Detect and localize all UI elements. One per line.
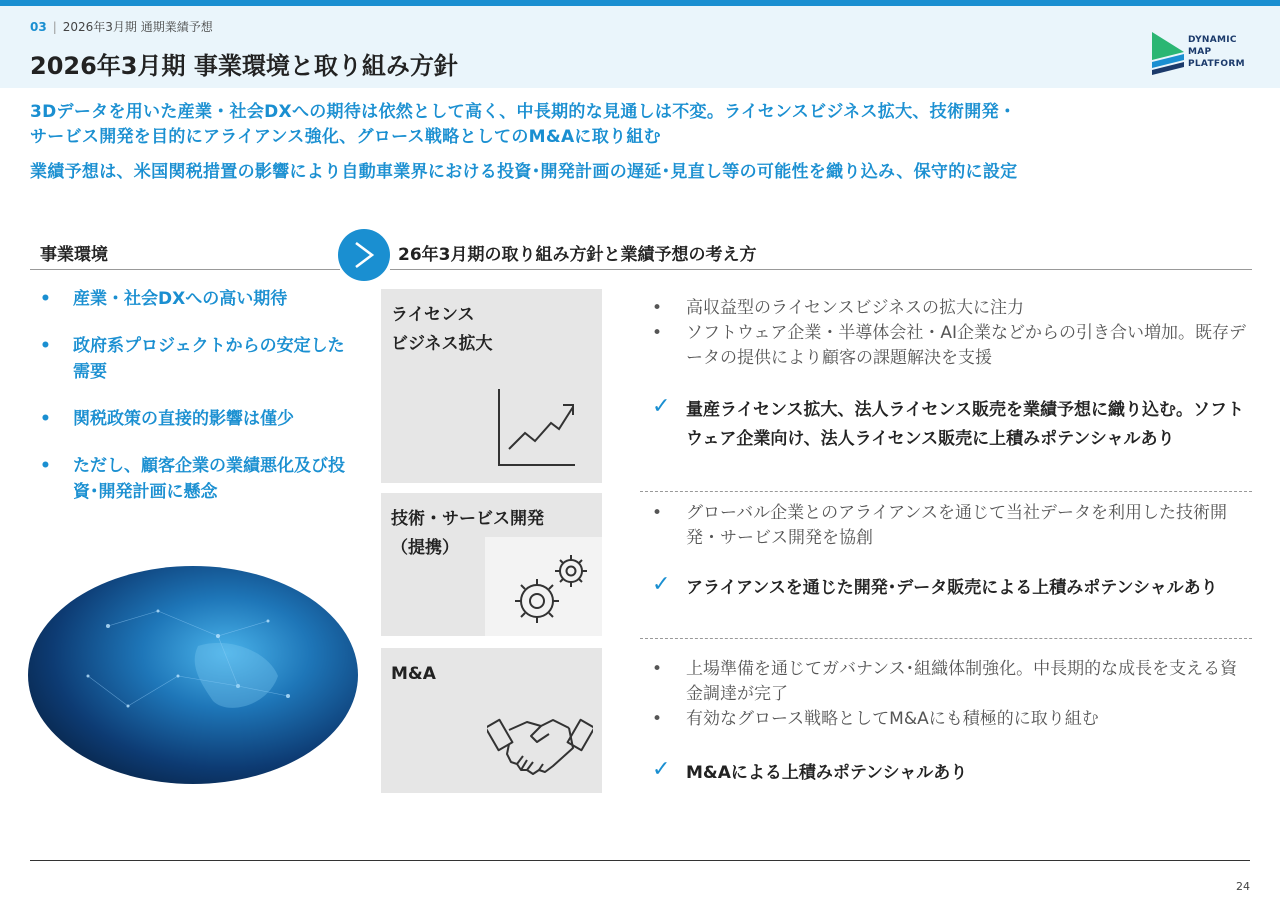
digital-globe-image: [28, 566, 358, 784]
check-text: アライアンスを通じた開発･データ販売による上積みポテンシャルあり: [686, 578, 1218, 598]
arrow-circle: [338, 229, 390, 281]
logo-line: MAP: [1188, 47, 1212, 57]
heading-rule-left: [30, 269, 340, 270]
icon-panel: [485, 537, 602, 636]
bullet-item: • ソフトウェア企業・半導体会社・AI企業などからの引き合い増加。既存データの提供により顧客の課題解決を支援: [652, 321, 1252, 371]
ma-bullets: [652, 657, 1252, 732]
section-number: 03: [30, 20, 47, 34]
company-logo: [1150, 30, 1260, 78]
lead-line-2: サービス開発を目的にアライアンス強化、グロース戦略としてのM&Aに取り組む: [30, 127, 661, 147]
page-header: [0, 6, 1280, 88]
logo-line: PLATFORM: [1188, 59, 1245, 69]
env-list: [40, 286, 360, 526]
bullet-item: • 有効なグロース戦略としてM&Aにも積極的に取り組む: [652, 707, 1252, 732]
handshake-icon: [487, 704, 593, 782]
license-bullets: [652, 296, 1252, 371]
license-checkpoint: [652, 396, 1252, 454]
box-label: [391, 301, 493, 359]
env-item: • ただし、顧客企業の業績悪化及び投資･開発計画に懸念: [40, 453, 360, 505]
box-label-line: ライセンス: [391, 305, 475, 325]
breadcrumb-separator: |: [52, 20, 57, 34]
box-label-line: 技術・サービス開発: [391, 509, 544, 529]
page-title: 2026年3月期 事業環境と取り組み方針: [30, 52, 458, 80]
bullet-item: • 上場準備を通じてガバナンス･組織体制強化。中長期的な成長を支える資金調達が完了: [652, 657, 1252, 707]
check-text: 量産ライセンス拡大、法人ライセンス販売を業績予想に織り込む。ソフトウェア企業向け、法人ライセンス販売に上積みポテンシャルあり: [686, 400, 1244, 449]
row-divider: [640, 638, 1252, 639]
section-name: 2026年3月期 通期業績予想: [62, 20, 213, 34]
bullet-item: • グローバル企業とのアライアンスを通じて当社データを利用した技術開発・サービス開発を協創: [652, 501, 1252, 551]
check-icon: ✓: [652, 757, 671, 782]
growth-chart-icon: [495, 387, 579, 469]
heading-rule-right: [390, 269, 1252, 270]
env-item: • 政府系プロジェクトからの安定した需要: [40, 333, 360, 385]
footer-rule: [30, 860, 1250, 861]
ma-checkpoint: [652, 759, 1252, 788]
gears-icon: [499, 549, 595, 631]
tech-checkpoint: [652, 574, 1252, 603]
row-divider: [640, 491, 1252, 492]
lead-line-3: 業績予想は、米国関税措置の影響により自動車業界における投資･開発計画の遅延･見直し等の可能性を織り込み、保守的に設定: [30, 162, 1018, 182]
ma-box: [381, 648, 602, 793]
breadcrumb: [30, 18, 213, 35]
check-text: M&Aによる上積みポテンシャルあり: [686, 763, 968, 783]
logo-line: DYNAMIC: [1188, 35, 1237, 45]
license-business-box: [381, 289, 602, 483]
check-icon: ✓: [652, 394, 671, 419]
network-dots-decoration: [28, 566, 358, 784]
tech-service-box: [381, 493, 602, 636]
tech-bullets: [652, 501, 1252, 551]
chevron-right-icon: [338, 229, 390, 281]
logo-text: [1188, 34, 1245, 70]
box-label: [391, 660, 436, 689]
env-item: • 産業・社会DXへの高い期待: [40, 286, 360, 312]
page-number: 24: [1236, 880, 1250, 893]
box-label-line: M&A: [391, 664, 436, 684]
logo-mark-icon: [1150, 30, 1186, 76]
bullet-item: • 高収益型のライセンスビジネスの拡大に注力: [652, 296, 1252, 321]
check-icon: ✓: [652, 572, 671, 597]
env-heading: 事業環境: [40, 245, 108, 265]
policy-heading: 26年3月期の取り組み方針と業績予想の考え方: [398, 245, 757, 265]
lead-line-1: 3Dデータを用いた産業・社会DXへの期待は依然として高く、中長期的な見通しは不変。ライセンスビジネス拡大、技術開発・: [30, 102, 1017, 122]
box-label-line: （提携）: [391, 538, 459, 558]
box-label-line: ビジネス拡大: [391, 334, 493, 354]
env-item: • 関税政策の直接的影響は僅少: [40, 406, 360, 432]
